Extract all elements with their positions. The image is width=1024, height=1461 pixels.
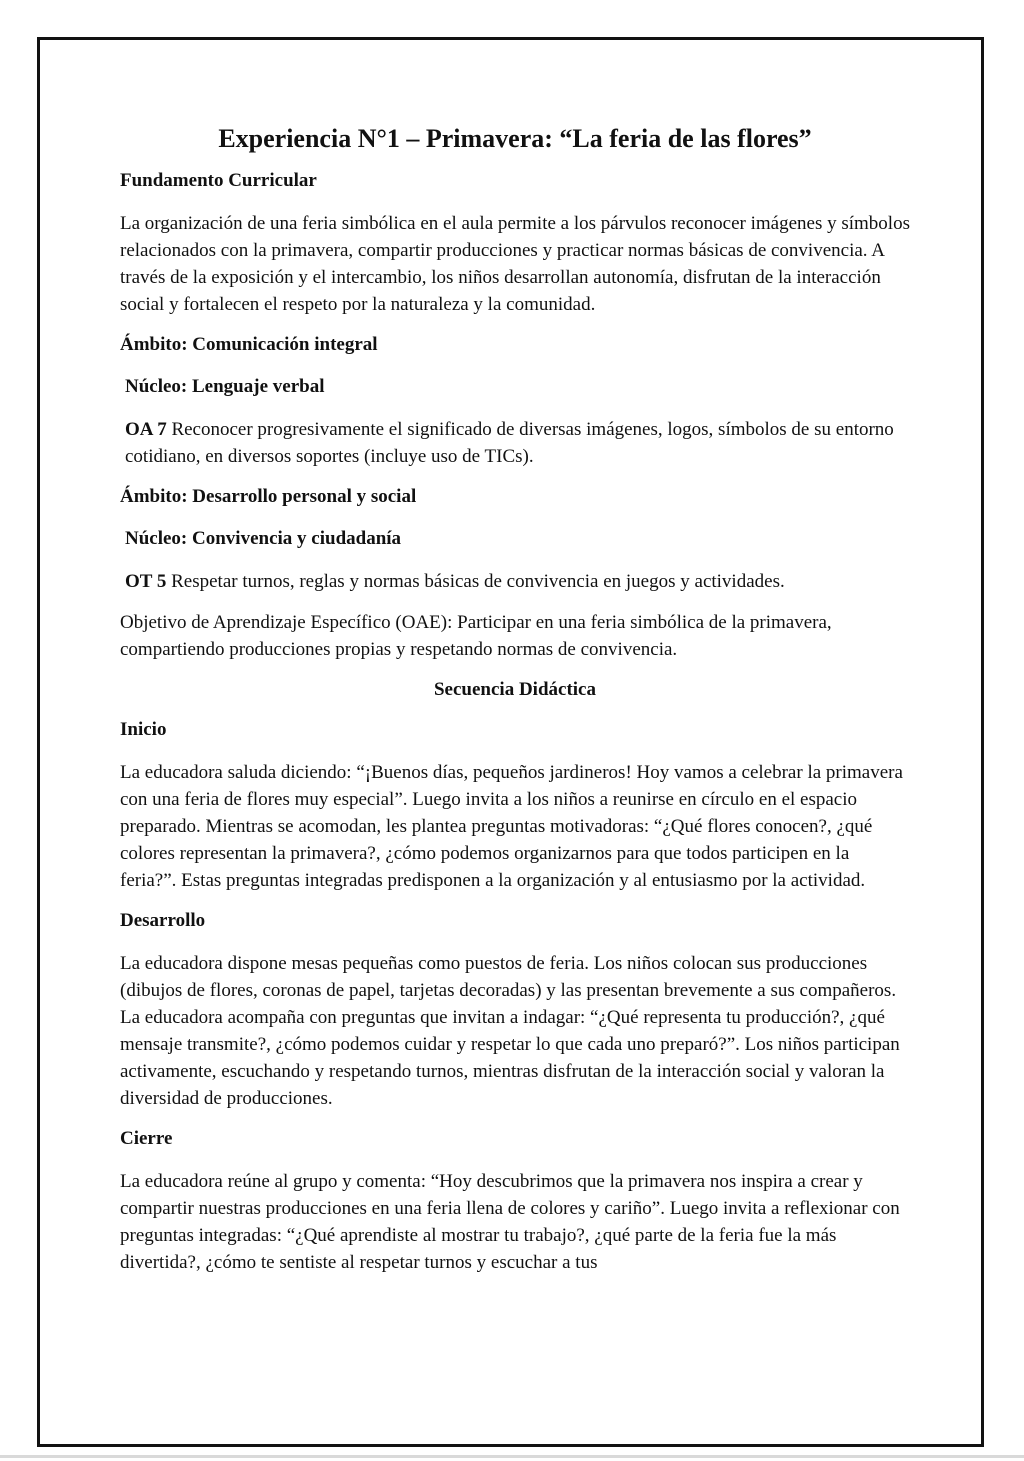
cierre-heading: Cierre	[120, 1128, 173, 1149]
cierre-paragraph: La educadora reúne al grupo y comenta: “Hoy descubrimos que la primavera nos inspira a crear y compartir nuestras producciones en una feria llena de colores y cariño”. Luego invita a reflexionar con preguntas integradas: “¿Qué aprendiste al mostrar tu trabajo?, ¿qué parte de la feria fue la más divertida?, ¿cómo te sentiste al respetar turnos y escuchar a tus	[120, 1171, 900, 1273]
oa7-label: OA 7	[125, 419, 167, 440]
oa7-text: Reconocer progresivamente el significado de diversas imágenes, logos, símbolos de su entorno cotidiano, en diversos soportes (incluye uso de TICs).	[125, 419, 894, 467]
nucleo-convivencia-heading: Núcleo: Convivencia y ciudadanía	[125, 528, 402, 549]
fundamento-paragraph: La organización de una feria simbólica en el aula permite a los párvulos reconocer imágenes y símbolos relacionados con la primavera, compartir producciones y practicar normas básicas de convivencia. A través de la exposición y el intercambio, los niños desarrollan autonomía, disfrutan de la interacción social y fortalecen el respeto por la naturaleza y la comunidad.	[120, 213, 910, 315]
secuencia-heading: Secuencia Didáctica	[433, 679, 596, 700]
ot5-label: OT 5	[125, 571, 167, 592]
ambito-desarrollo-heading: Ámbito: Desarrollo personal y social	[120, 486, 417, 507]
document-body	[120, 120, 910, 1290]
oa7-paragraph	[120, 416, 910, 470]
ot5-paragraph	[120, 568, 910, 595]
bottom-divider	[0, 1455, 1024, 1458]
desarrollo-paragraph: La educadora dispone mesas pequeñas como puestos de feria. Los niños colocan sus producciones (dibujos de flores, coronas de papel, tarjetas decoradas) y las presentan brevemente a sus compañeros. La educadora acompaña con preguntas que invitan a indagar: “¿Qué representa tu producción?, ¿qué mensaje transmite?, ¿cómo podemos cuidar y respetar lo que cada uno preparó?”. Los niños participan activamente, escuchando y respetando turnos, mientras disfrutan de la interacción social y valoran la diversidad de producciones.	[120, 953, 900, 1109]
oae-paragraph: Objetivo de Aprendizaje Específico (OAE): Participar en una feria simbólica de la primavera, compartiendo producciones propias y respetando normas de convivencia.	[120, 612, 832, 660]
inicio-paragraph: La educadora saluda diciendo: “¡Buenos días, pequeños jardineros! Hoy vamos a celebrar la primavera con una feria de flores muy especial”. Luego invita a los niños a reunirse en círculo en el espacio preparado. Mientras se acomodan, les plantea preguntas motivadoras: “¿Qué flores conocen?, ¿qué colores representan la primavera?, ¿cómo podemos organizarnos para que todos participen en la feria?”. Estas preguntas integradas predisponen a la organización y al entusiasmo por la actividad.	[120, 762, 903, 891]
desarrollo-heading: Desarrollo	[120, 910, 206, 931]
nucleo-lenguaje-heading: Núcleo: Lenguaje verbal	[125, 376, 325, 397]
document-title: Experiencia N°1 – Primavera: “La feria de las flores”	[218, 124, 812, 153]
inicio-heading: Inicio	[120, 719, 167, 740]
fundamento-heading: Fundamento Curricular	[120, 170, 317, 191]
ambito-comunicacion-heading: Ámbito: Comunicación integral	[120, 334, 378, 355]
ot5-text: Respetar turnos, reglas y normas básicas de convivencia en juegos y actividades.	[166, 571, 785, 592]
